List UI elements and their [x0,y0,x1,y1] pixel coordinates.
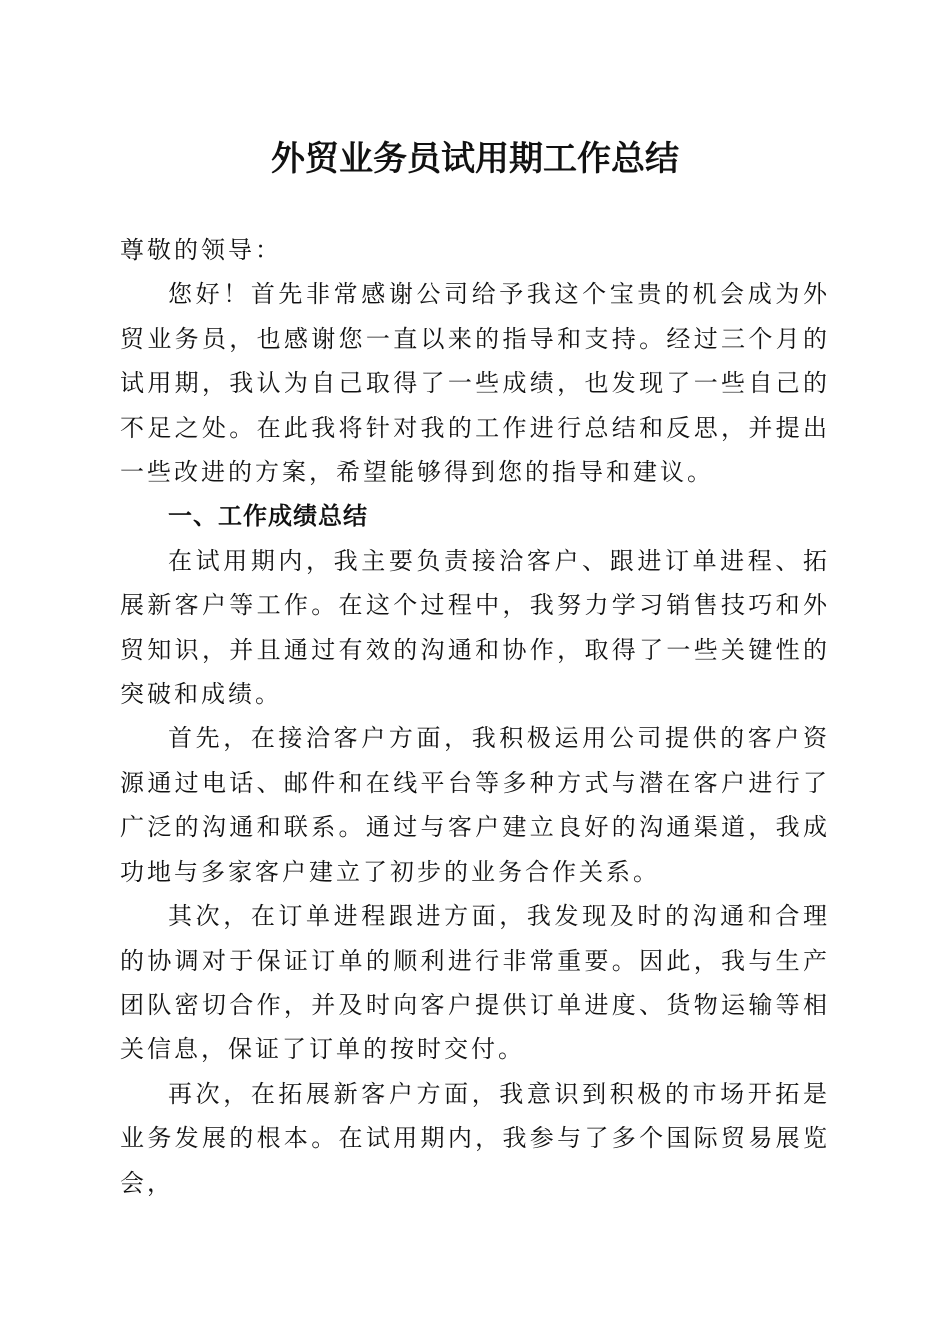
section-paragraph-4: 再次，在拓展新客户方面，我意识到积极的市场开拓是业务发展的根本。在试用期内，我参与了多个国际贸易展览会， [120,1079,830,1197]
section-paragraph-3: 其次，在订单进程跟进方面，我发现及时的沟通和合理的协调对于保证订单的顺利进行非常重要。因此，我与生产团队密切合作，并及时向客户提供订单进度、货物运输等相关信息，保证了订单的按时交付。 [120,902,830,1064]
section-paragraph-2: 首先，在接洽客户方面，我积极运用公司提供的客户资源通过电话、邮件和在线平台等多种方式与潜在客户进行了广泛的沟通和联系。通过与客户建立良好的沟通渠道，我成功地与多家客户建立了初步的业务合作关系。 [120,724,830,886]
document-body [120,228,830,1205]
intro-paragraph: 您好！首先非常感谢公司给予我这个宝贵的机会成为外贸业务员，也感谢您一直以来的指导和支持。经过三个月的试用期，我认为自己取得了一些成绩，也发现了一些自己的不足之处。在此我将针对我的工作进行总结和反思，并提出一些改进的方案，希望能够得到您的指导和建议。 [120,280,830,487]
section-heading: 一、工作成绩总结 [168,502,368,531]
document-title: 外贸业务员试用期工作总结 [271,139,679,179]
section-paragraph-1: 在试用期内，我主要负责接洽客户、跟进订单进程、拓展新客户等工作。在这个过程中，我努力学习销售技巧和外贸知识，并且通过有效的沟通和协作，取得了一些关键性的突破和成绩。 [120,546,830,709]
salutation: 尊敬的领导： [120,236,282,264]
